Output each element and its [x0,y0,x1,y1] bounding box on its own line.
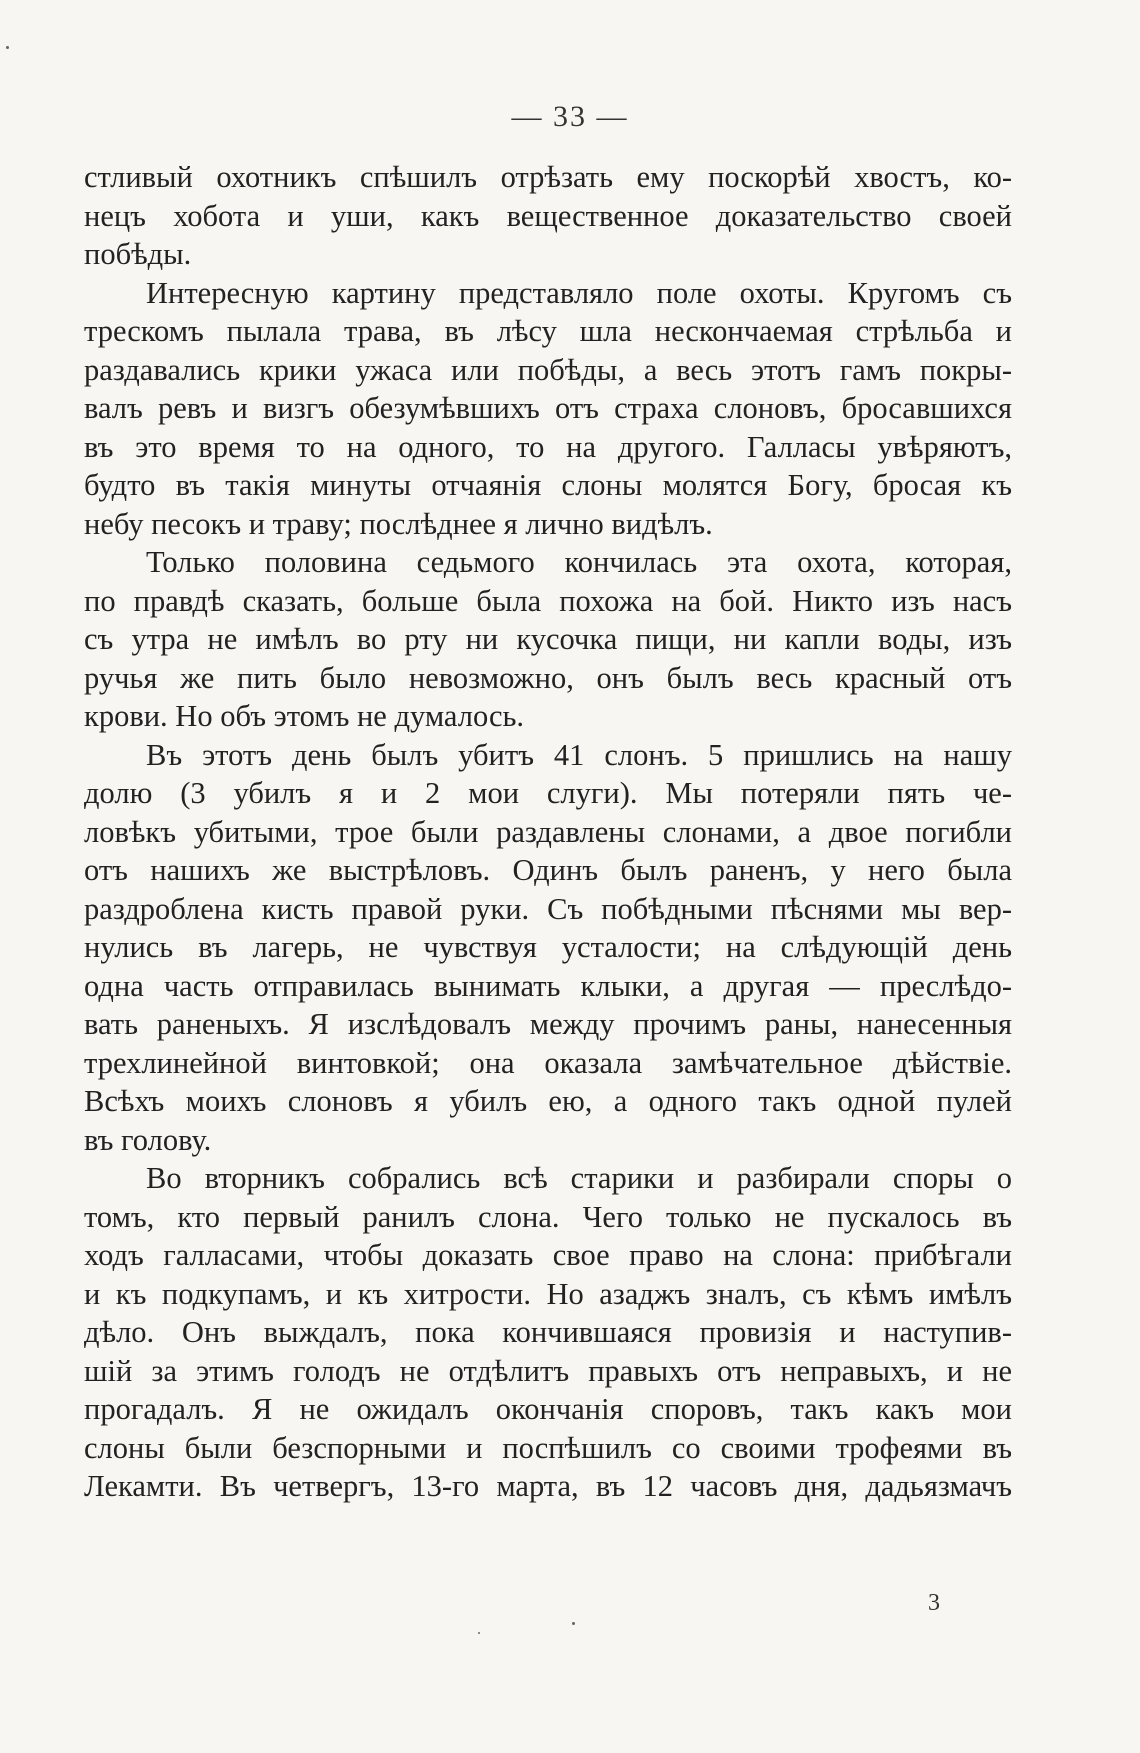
text-line: ловѣкъ убитыми, трое были раздавлены слонами, а двое погибли [84,814,1012,849]
text-line: будто въ такія минуты отчаянія слоны молятся Богу, бросая къ [84,468,1012,502]
text-line: ручья же пить было невозможно, онъ былъ весь красный отъ [84,660,1012,695]
text-line: небу песокъ и траву; послѣднее я лично видѣлъ. [84,506,713,541]
text-line: съ утра не имѣлъ во рту ни кусочка пищи, ни капли воды, изъ [84,622,1012,656]
page-number: — 33 — [511,100,629,133]
text-line: раздроблена кисть правой руки. Съ побѣдными пѣснями мы вер- [84,891,1012,926]
text-line: Во вторникъ собрались всѣ старики и разбирали споры о [146,1161,1012,1195]
text-line: по правдѣ сказать, больше была похожа на бой. Никто изъ насъ [84,583,1012,618]
text-line: трескомъ пылала трава, въ лѣсу шла нескончаемая стрѣльба и [84,314,1012,348]
text-line: трехлинейной винтовкой; она оказала замѣчательное дѣйствіе. [84,1045,1012,1080]
body-text [84,158,1012,1506]
text-line: въ голову. [84,1122,212,1157]
scan-speck [6,46,9,49]
text-line: одна часть отправилась вынимать клыки, а другая — преслѣдо- [84,968,1012,1003]
text-line: стливый охотникъ спѣшилъ отрѣзать ему поскорѣй хвостъ, ко- [84,160,1012,194]
text-line: валъ ревъ и визгъ обезумѣвшихъ отъ страха слоновъ, бросавшихся [84,391,1012,425]
text-line: слоны были безспорными и поспѣшилъ со своими трофеями въ [84,1430,1012,1465]
text-line: шій за этимъ голодъ не отдѣлитъ правыхъ отъ неправыхъ, и не [84,1353,1012,1388]
text-line: Только половина седьмого кончилась эта охота, которая, [146,545,1012,579]
scan-speck [478,1632,480,1634]
text-line: побѣды. [84,237,192,271]
text-line: Въ этотъ день былъ убитъ 41 слонъ. 5 пришлись на нашу [146,737,1012,772]
text-line: Лекамти. Въ четвергъ, 13-го марта, въ 12 часовъ дня, дадьязмачъ [84,1469,1012,1503]
printer-signature-mark: 3 [928,1590,940,1616]
text-line: отъ нашихъ же выстрѣловъ. Одинъ былъ раненъ, у него была [84,853,1012,887]
text-line: ходъ галласами, чтобы доказать свое право на слона: прибѣгали [84,1238,1012,1272]
text-line: томъ, кто первый ранилъ слона. Чего только не пускалось въ [84,1199,1012,1234]
text-line: вать раненыхъ. Я изслѣдовалъ между прочимъ раны, нанесенныя [84,1007,1012,1041]
text-line: въ это время то на одного, то на другого. Галласы увѣряютъ, [84,429,1012,464]
text-line: раздавались крики ужаса или побѣды, а весь этотъ гамъ покры- [84,352,1012,387]
text-line: прогадалъ. Я не ожидалъ окончанія споровъ, такъ какъ мои [84,1392,1012,1426]
text-line: Интересную картину представляло поле охоты. Кругомъ съ [146,275,1012,310]
scan-speck [572,1622,575,1625]
text-line: долю (3 убилъ я и 2 мои слуги). Мы потеряли пять че- [84,776,1012,810]
text-line: нулись въ лагерь, не чувствуя усталости; на слѣдующій день [84,930,1012,964]
text-line: Всѣхъ моихъ слоновъ я убилъ ею, а одного такъ одной пулей [84,1084,1012,1118]
text-line: нецъ хобота и уши, какъ вещественное доказательство своей [84,198,1012,233]
text-line: и къ подкупамъ, и къ хитрости. Но азаджъ зналъ, съ кѣмъ имѣлъ [84,1276,1012,1311]
text-line: крови. Но объ этомъ не думалось. [84,699,525,733]
text-line: дѣло. Онъ выждалъ, пока кончившаяся провизія и наступив- [84,1315,1012,1349]
